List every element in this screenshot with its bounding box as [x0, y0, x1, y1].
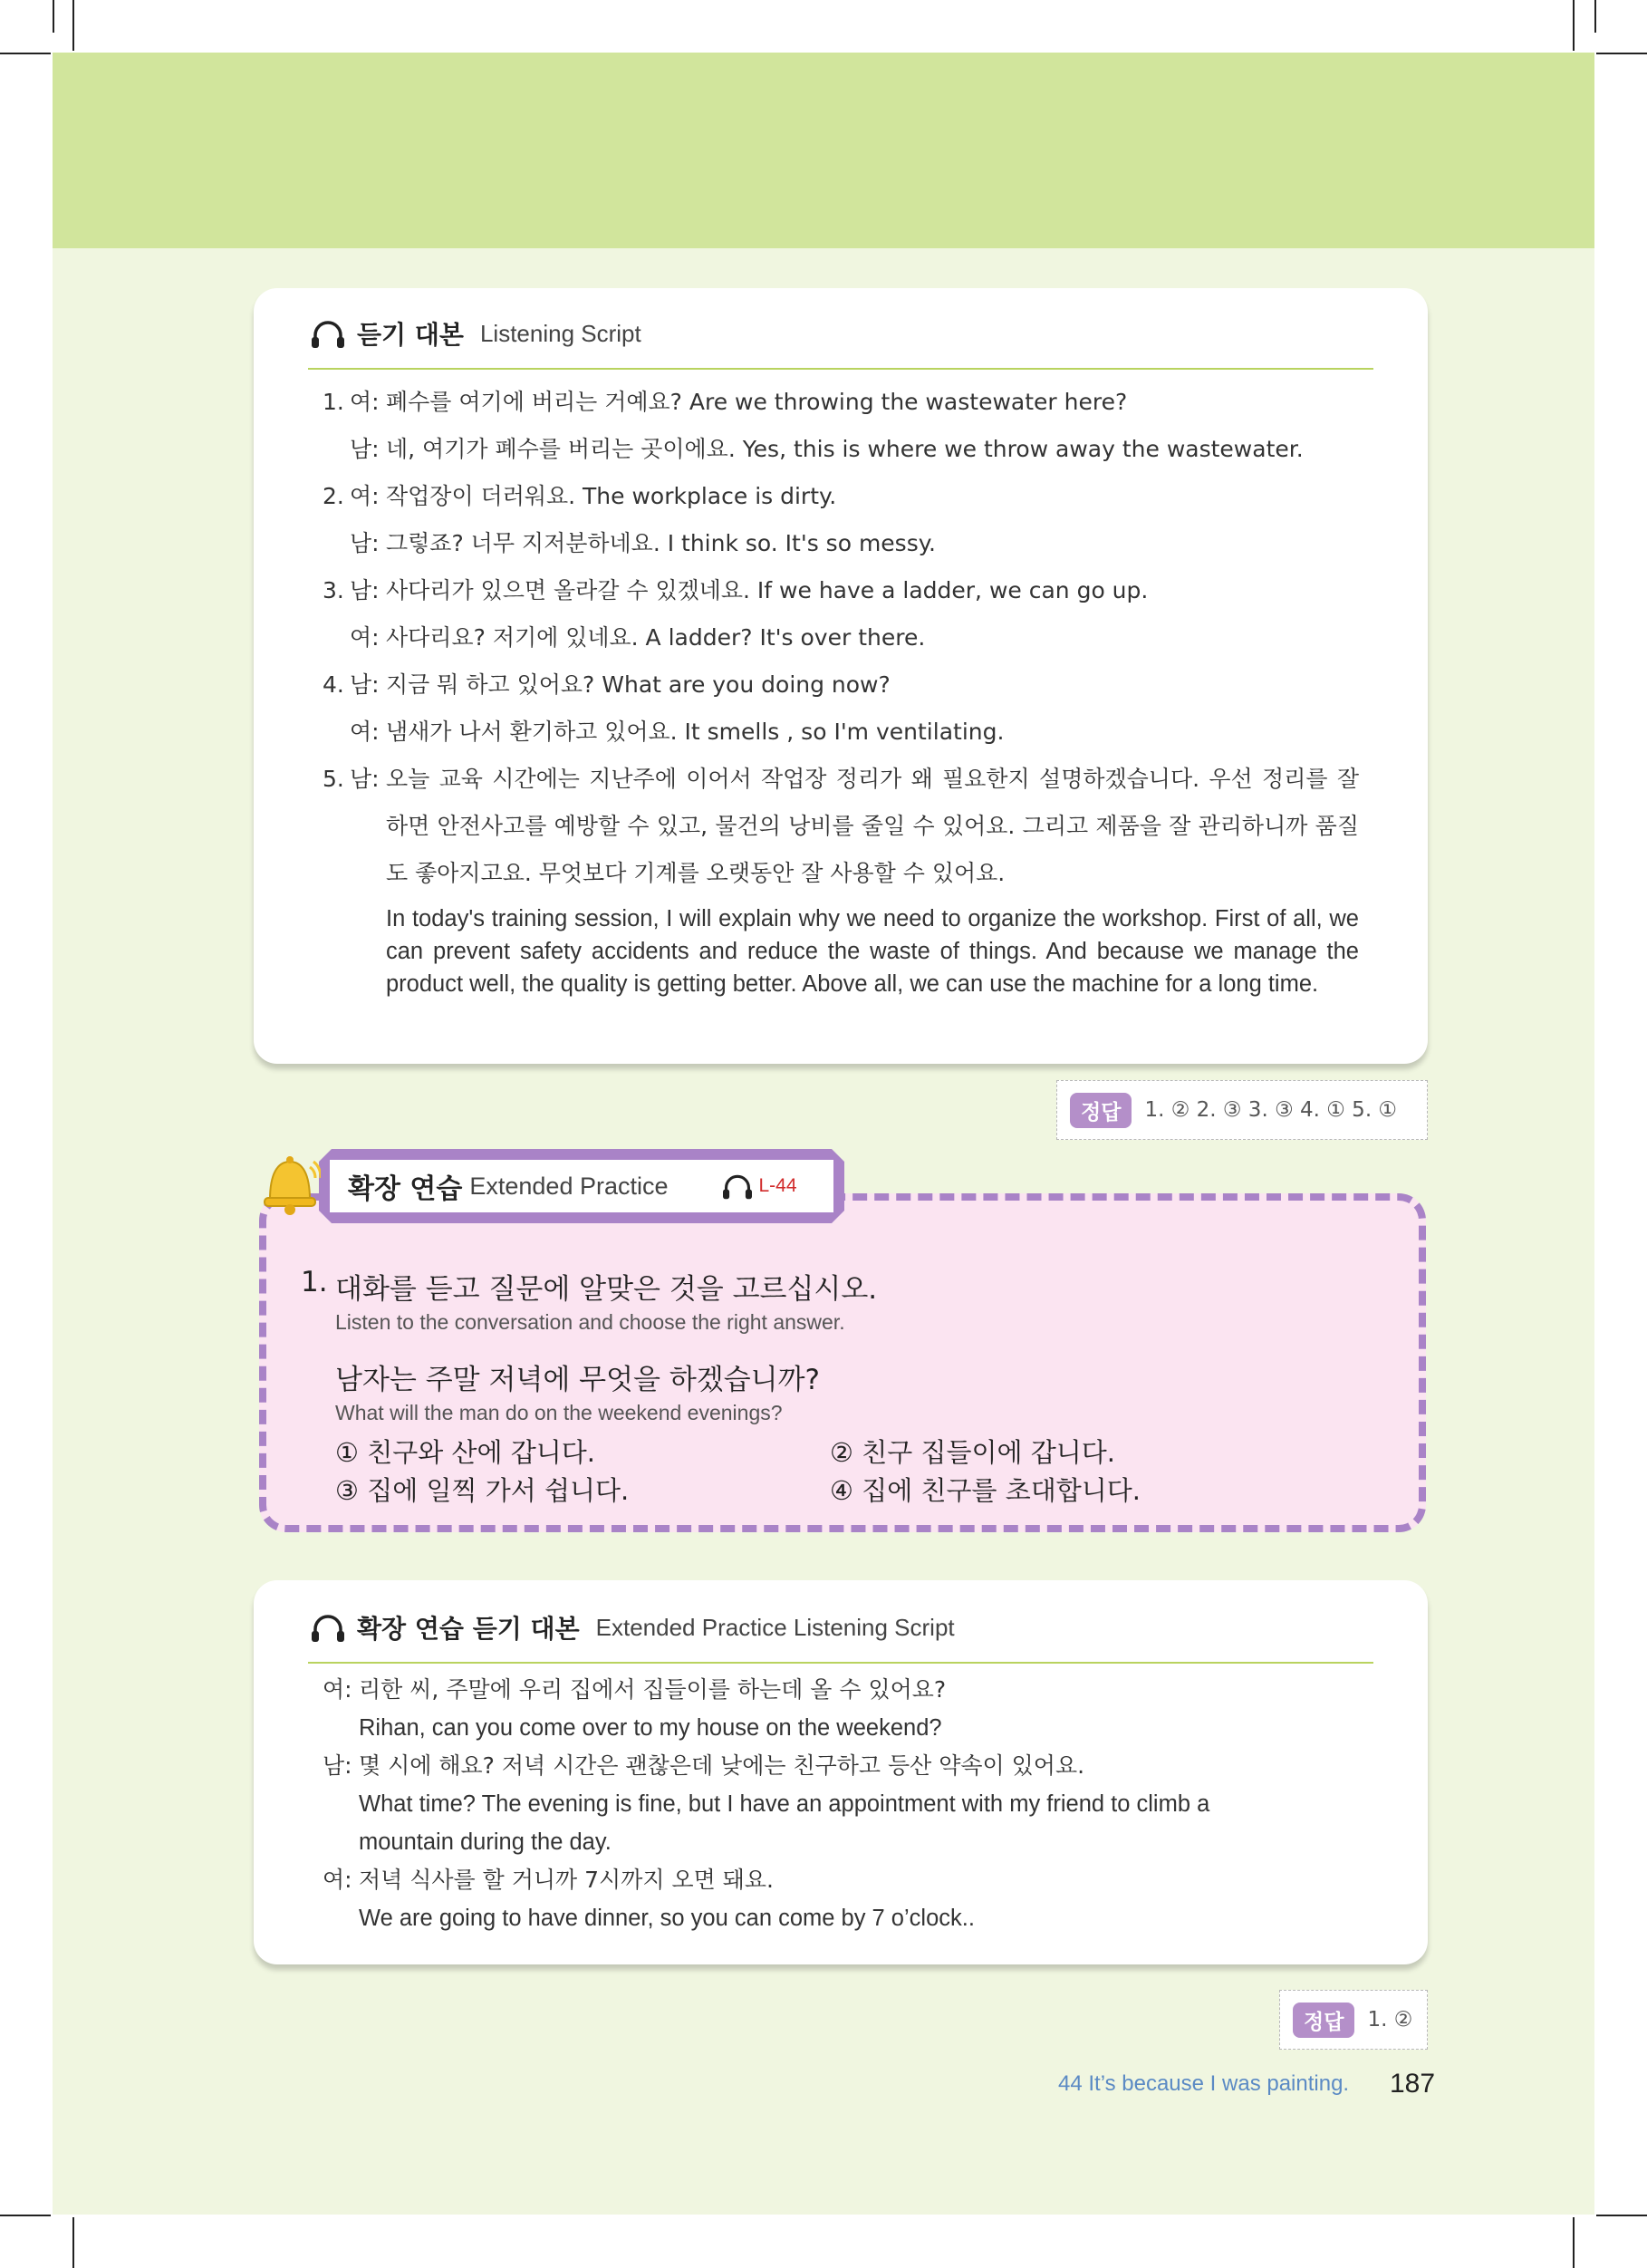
- page-number: 187: [1390, 2069, 1436, 2099]
- script-line: [323, 661, 1359, 709]
- speaker-label: 남:: [350, 766, 380, 792]
- practice-tab: [330, 1160, 833, 1212]
- crop-mark: [72, 2217, 74, 2268]
- item-number: [323, 709, 350, 756]
- extended-practice-box: [259, 1193, 1426, 1532]
- question-text-ko: 대화를 듣고 질문에 알맞은 것을 고르십시오.: [335, 1273, 878, 1306]
- script-text: 작업장이 더러워요. The workplace is dirty.: [386, 483, 837, 509]
- script-text: 폐수를 여기에 버리는 거예요? Are we throwing the wastewater here?: [386, 389, 1128, 415]
- script-body: [323, 379, 1359, 1000]
- question-text-en: Listen to the conversation and choose the right answer.: [335, 1310, 845, 1334]
- script-text: 사다리가 있으면 올라갈 수 있겠네요. If we have a ladder, we can go up.: [386, 577, 1149, 603]
- speaker-label: 여:: [323, 1867, 352, 1893]
- dialogue-line: [323, 1747, 1292, 1861]
- speaker-label: 남:: [350, 530, 380, 556]
- item-number: 1.: [323, 389, 344, 415]
- crop-mark: [72, 0, 74, 51]
- speaker-label: 여:: [350, 389, 380, 415]
- answer-box: [1056, 1080, 1428, 1140]
- option-4[interactable]: ④ 집에 친구를 초대합니다.: [830, 1475, 1141, 1506]
- practice-script-card: [254, 1580, 1428, 1964]
- script-text: 냄새가 나서 환기하고 있어요. It smells , so I'm ventilating.: [386, 719, 1005, 745]
- answer-text: 1. ②: [1367, 2008, 1413, 2032]
- script-line: [323, 709, 1359, 756]
- script-text: 네, 여기가 폐수를 버리는 곳이에요. Yes, this is where we throw away the wastewater.: [386, 436, 1304, 462]
- speaker-label: 남:: [323, 1752, 352, 1779]
- listening-script-card: [254, 288, 1428, 1064]
- bell-icon: [261, 1153, 321, 1218]
- crop-mark: [1573, 2217, 1575, 2268]
- item-number: [323, 614, 350, 661]
- section-title-ko: 듣기 대본: [357, 320, 464, 350]
- dialogue-text-ko: 저녁 식사를 할 거니까 7시까지 오면 돼요.: [359, 1867, 774, 1893]
- dialogue-text-en: We are going to have dinner, so you can come by 7 o’clock..: [359, 1906, 975, 1931]
- speaker-label: 여:: [350, 483, 380, 509]
- script-item-5: [323, 756, 1359, 1000]
- script-text: 그렇죠? 너무 지저분하네요. I think so. It's so messy.: [386, 530, 936, 556]
- speaker-label: 여:: [350, 624, 380, 651]
- option-1[interactable]: ① 친구와 산에 갑니다.: [335, 1437, 595, 1468]
- crop-mark: [1596, 53, 1647, 54]
- dialogue-line: [323, 1861, 1292, 1937]
- speaker-label: 여:: [323, 1676, 352, 1703]
- dialogue-text-en: What time? The evening is fine, but I have an appointment with my friend to climb a mountain during the day.: [359, 1791, 1210, 1855]
- script-text: 사다리요? 저기에 있네요. A ladder? It's over there.: [386, 624, 926, 651]
- script-line: [323, 426, 1359, 473]
- answer-text: 1. ② 2. ③ 3. ③ 4. ① 5. ①: [1144, 1098, 1398, 1122]
- crop-mark: [1594, 0, 1596, 33]
- option-3[interactable]: ③ 집에 일찍 가서 쉽니다.: [335, 1475, 630, 1506]
- card-header: [308, 1593, 1373, 1664]
- script-text-ko: 오늘 교육 시간에는 지난주에 이어서 작업장 정리가 왜 필요한지 설명하겠습니다. 우선 정리를 잘 하면 안전사고를 예방할 수 있고, 물건의 낭비를 줄일 수 있어요. 그리고 제품을 잘 관리하니까 품질도 좋아지고요. 무엇보다 기계를 오랫동안 잘 사용할 수 있어요.: [386, 766, 1359, 886]
- script-text-en: In today's training session, I will explain why we need to organize the workshop. First of all, we can prevent safety accidents and reduce the waste of things. And because we manage the product well, the quality is getting better. Above all, we can use the machine for a long time.: [386, 906, 1359, 997]
- sub-question-en: What will the man do on the weekend evenings?: [335, 1401, 783, 1424]
- speaker-label: 남:: [350, 577, 380, 603]
- crop-mark: [0, 2215, 51, 2216]
- script-line: [323, 614, 1359, 661]
- practice-title-en: Extended Practice: [469, 1172, 669, 1200]
- section-title-en: Extended Practice Listening Script: [595, 1613, 955, 1641]
- question-block: [301, 1266, 1370, 1425]
- speaker-label: 남:: [350, 436, 380, 462]
- script-line: [323, 473, 1359, 520]
- item-number: 2.: [323, 483, 344, 509]
- dialogue-line: [323, 1671, 1292, 1747]
- dialogue-text-ko: 몇 시에 해요? 저녁 시간은 괜찮은데 낮에는 친구하고 등산 약속이 있어요.: [359, 1752, 1085, 1779]
- crop-mark: [1573, 0, 1575, 51]
- lesson-title-footer: 44 It’s because I was painting.: [1058, 2071, 1350, 2096]
- audio-track-label[interactable]: L-44: [758, 1175, 797, 1196]
- headphones-icon: [308, 1611, 348, 1644]
- practice-script-lines: [323, 1671, 1292, 1937]
- speaker-label: 여:: [350, 719, 380, 745]
- option-2[interactable]: ② 친구 집들이에 갑니다.: [830, 1437, 1115, 1468]
- answer-box: [1279, 1990, 1428, 2050]
- speaker-label: 남:: [350, 671, 380, 698]
- crop-mark: [0, 53, 51, 54]
- script-line: [323, 379, 1359, 426]
- answer-tag: 정답: [1293, 2003, 1354, 2038]
- item-number: 3.: [323, 577, 344, 603]
- sub-question-ko: 남자는 주말 저녁에 무엇을 하겠습니까?: [335, 1364, 821, 1396]
- script-line: [323, 567, 1359, 614]
- dialogue-text-ko: 리한 씨, 주말에 우리 집에서 집들이를 하는데 올 수 있어요?: [359, 1676, 947, 1703]
- item-number: [323, 426, 350, 473]
- card-header: [308, 299, 1373, 370]
- item-number: 4.: [323, 671, 344, 698]
- practice-title-ko: 확장 연습: [348, 1173, 463, 1205]
- script-line: [323, 520, 1359, 567]
- script-text: 지금 뭐 하고 있어요? What are you doing now?: [386, 671, 891, 698]
- headphones-icon: [308, 317, 348, 350]
- section-title-ko: 확장 연습 듣기 대본: [357, 1614, 580, 1644]
- answer-tag: 정답: [1070, 1093, 1132, 1128]
- script-lines: [323, 379, 1359, 756]
- dialogue-text-en: Rihan, can you come over to my house on the weekend?: [359, 1715, 942, 1741]
- header-band: [53, 53, 1594, 248]
- section-title-en: Listening Script: [479, 319, 641, 347]
- question-number: 1.: [301, 1266, 328, 1298]
- headphones-icon: [719, 1172, 756, 1201]
- crop-mark: [1596, 2215, 1647, 2216]
- item-number: 5.: [323, 766, 344, 792]
- crop-mark: [53, 0, 54, 33]
- item-number: [323, 520, 350, 567]
